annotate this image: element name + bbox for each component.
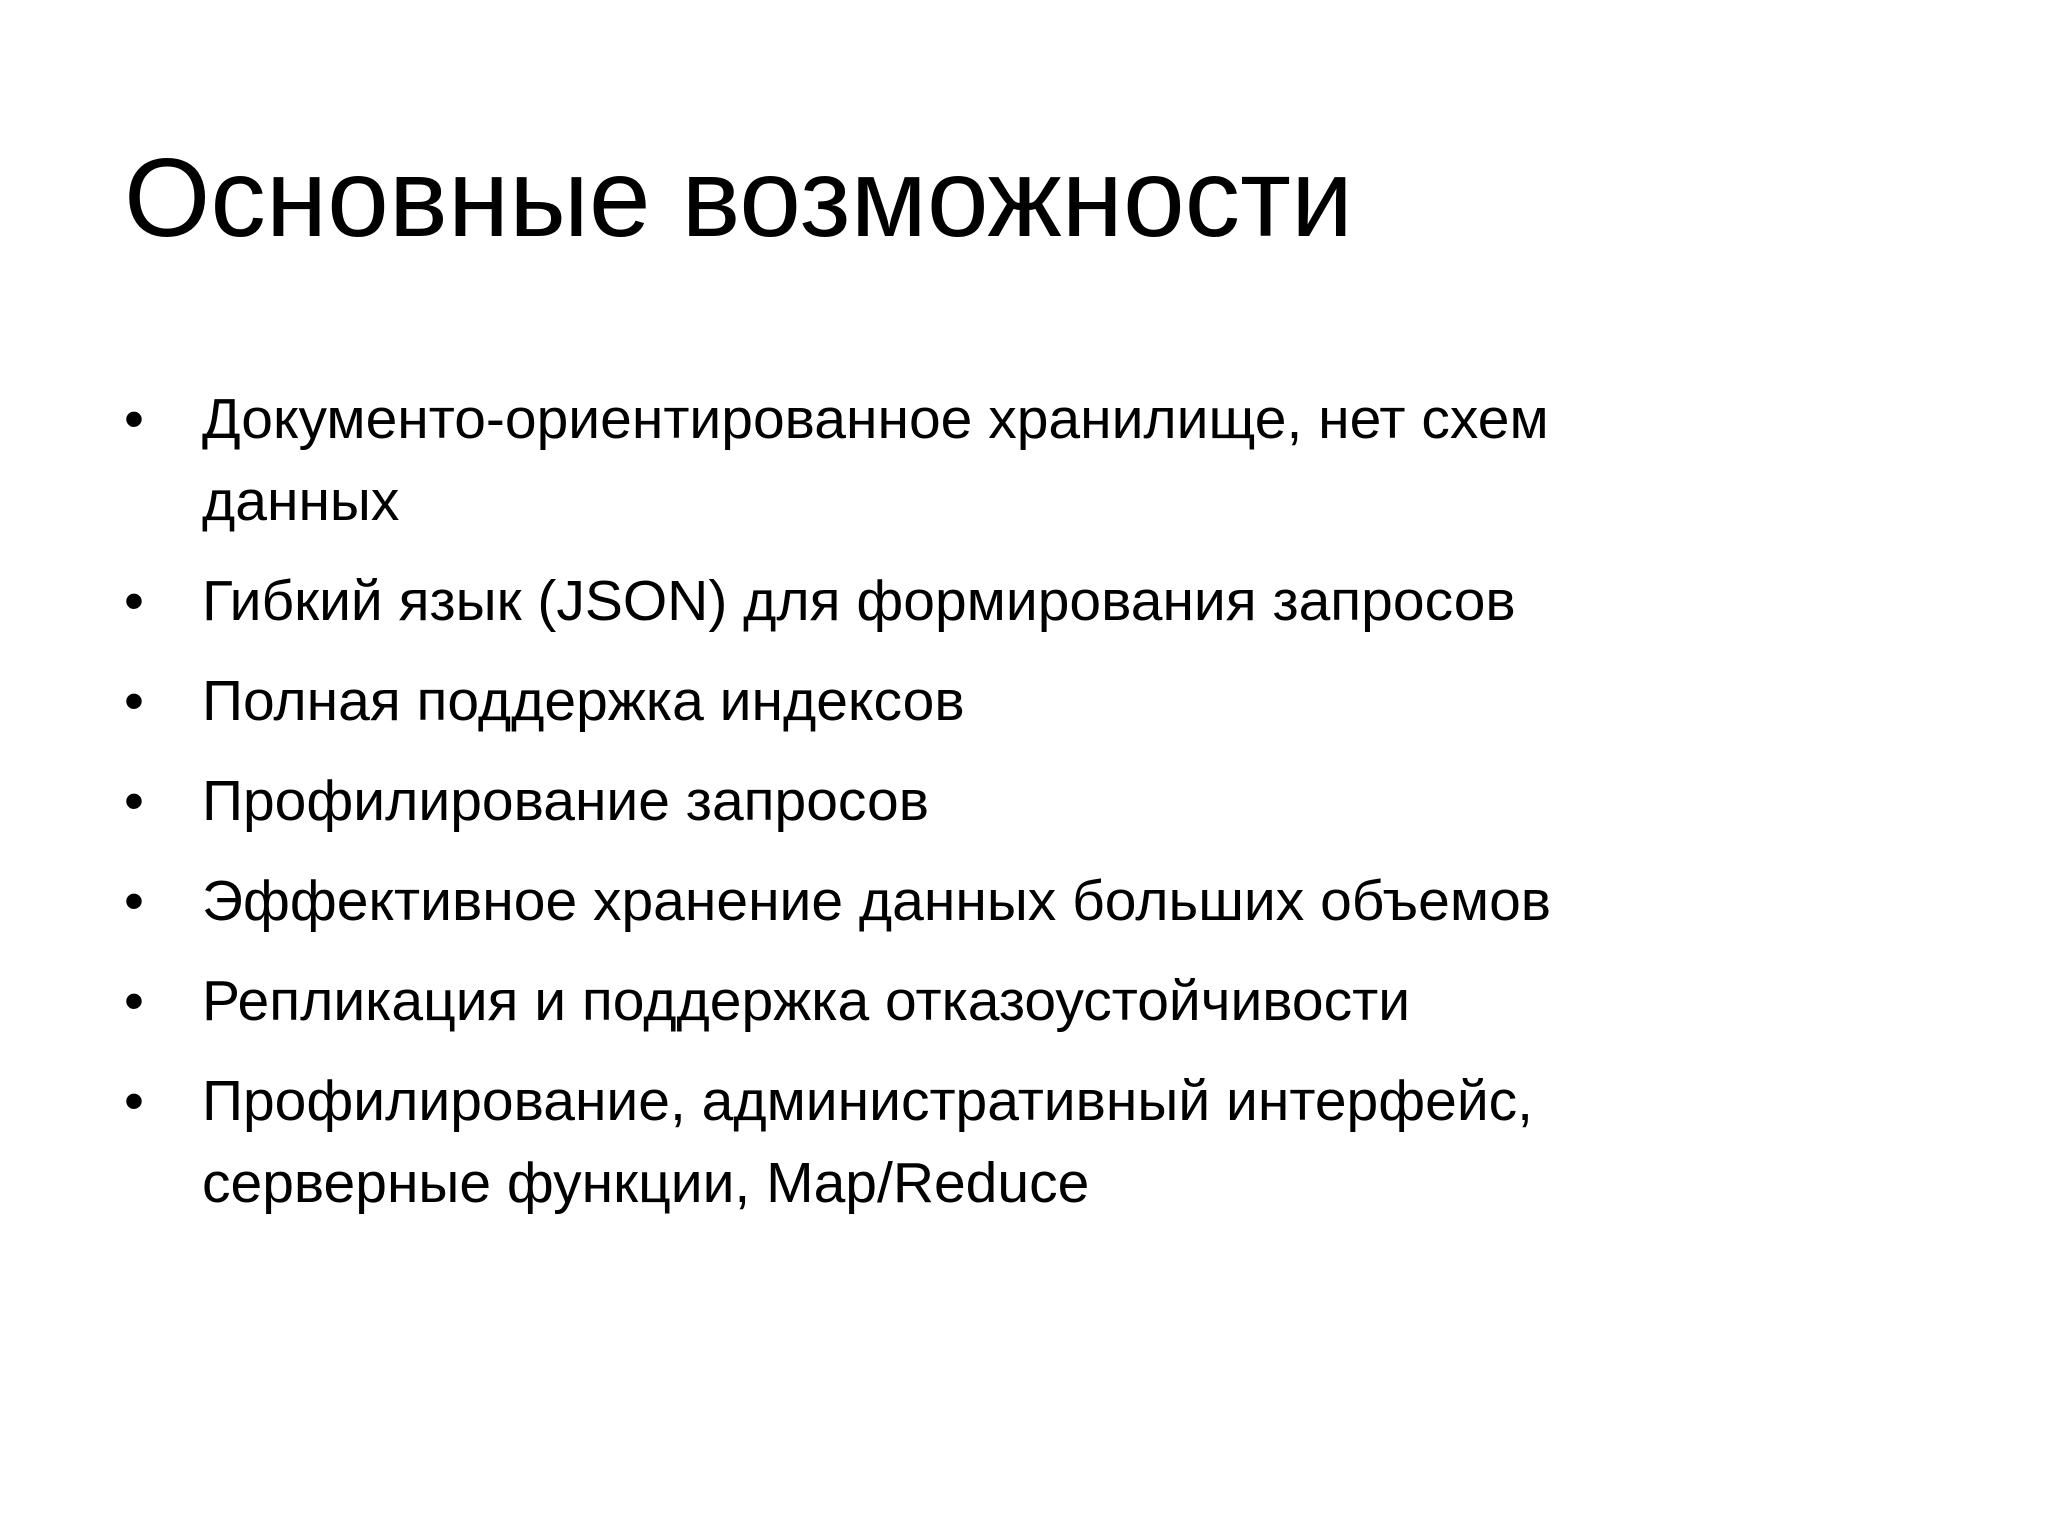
slide-title: Основные возможности — [124, 136, 1354, 260]
bullet-icon: • — [124, 869, 144, 933]
bullet-list — [124, 378, 1724, 1242]
bullet-text: Полная поддержка индексов — [202, 669, 965, 733]
bullet-text: Профилирование, административный интерфейс, серверные функции, Map/Reduce — [202, 1069, 1534, 1215]
bullet-text: Гибкий язык (JSON) для формирования запросов — [202, 569, 1516, 633]
bullet-icon: • — [124, 569, 144, 633]
bullet-item — [124, 860, 1724, 942]
bullet-icon: • — [124, 1069, 144, 1133]
bullet-item — [124, 660, 1724, 742]
bullet-icon: • — [124, 769, 144, 833]
bullet-icon: • — [124, 969, 144, 1033]
bullet-item — [124, 760, 1724, 842]
bullet-item — [124, 960, 1724, 1042]
bullet-item — [124, 560, 1724, 642]
bullet-item — [124, 378, 1724, 542]
bullet-text: Документо-ориентированное хранилище, нет схем данных — [202, 387, 1549, 533]
bullet-icon: • — [124, 669, 144, 733]
bullet-icon: • — [124, 387, 144, 451]
bullet-text: Репликация и поддержка отказоустойчивости — [202, 969, 1411, 1033]
bullet-text: Профилирование запросов — [202, 769, 930, 833]
bullet-text: Эффективное хранение данных больших объемов — [202, 869, 1552, 933]
bullet-item — [124, 1060, 1724, 1224]
